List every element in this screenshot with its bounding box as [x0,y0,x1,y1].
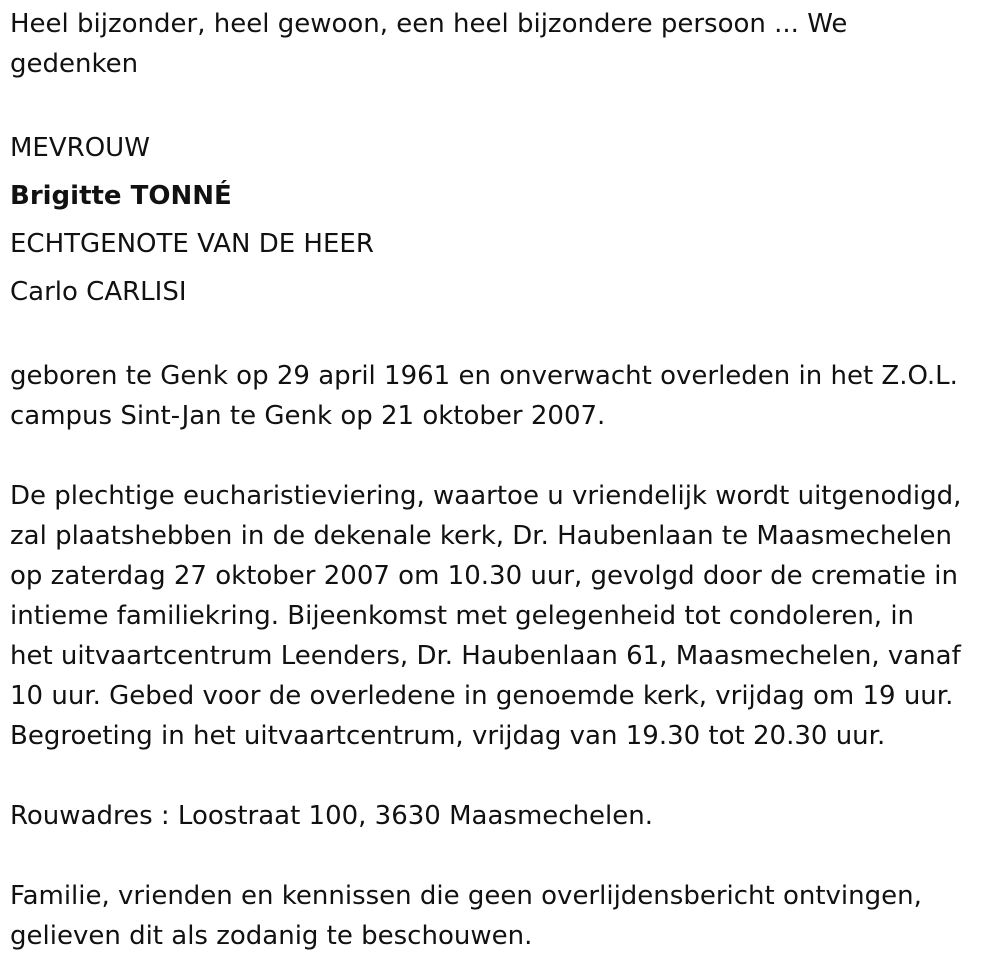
spacer [10,316,1000,356]
spouse-name: Carlo CARLISI [10,277,187,307]
ceremony-line: De plechtige eucharistieviering, waartoe u vriendelijk wordt uitgenodigd, [10,481,962,511]
ceremony-line: 10 uur. Gebed voor de overledene in genoemde kerk, vrijdag om 19 uur. [10,681,954,711]
person-name: Brigitte TONNÉ [10,181,232,211]
birth-death-paragraph [10,356,1000,436]
intro-paragraph [10,4,1000,84]
closing-line-1: Familie, vrienden en kennissen die geen overlijdensbericht ontvingen, [10,881,922,911]
closing-paragraph [10,876,1000,956]
ceremony-paragraph [10,476,1000,756]
ceremony-line: zal plaatshebben in de dekenale kerk, Dr. Haubenlaan te Maasmechelen [10,521,952,551]
birth-death-line-1: geboren te Genk op 29 april 1961 en onverwacht overleden in het Z.O.L. [10,361,958,391]
ceremony-line: Begroeting in het uitvaartcentrum, vrijdag van 19.30 tot 20.30 uur. [10,721,886,751]
person-relation: ECHTGENOTE VAN DE HEER [10,229,374,259]
intro-line-2: gedenken [10,49,139,79]
ceremony-line: op zaterdag 27 oktober 2007 om 10.30 uur, gevolgd door de crematie in [10,561,958,591]
ceremony-line: het uitvaartcentrum Leenders, Dr. Haubenlaan 61, Maasmechelen, vanaf [10,641,961,671]
person-block [10,124,1000,316]
mourning-address: Rouwadres : Loostraat 100, 3630 Maasmechelen. [10,801,654,831]
person-title: MEVROUW [10,133,150,163]
intro-line-1: Heel bijzonder, heel gewoon, een heel bijzondere persoon ... We [10,9,848,39]
ceremony-line: intieme familiekring. Bijeenkomst met gelegenheid tot condoleren, in [10,601,915,631]
spacer [10,84,1000,124]
spacer [10,756,1000,796]
address-paragraph [10,796,1000,836]
spacer [10,436,1000,476]
spacer [10,836,1000,876]
birth-death-line-2: campus Sint-Jan te Genk op 21 oktober 2007. [10,401,606,431]
closing-line-2: gelieven dit als zodanig te beschouwen. [10,921,533,951]
